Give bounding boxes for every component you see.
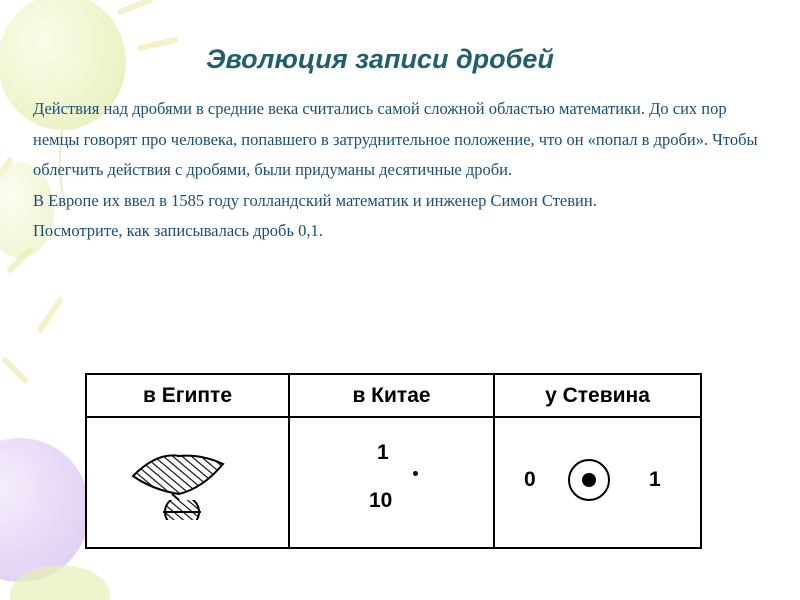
header-china: в Китае	[352, 384, 431, 407]
stevin-integer-part: 0	[524, 468, 536, 491]
slide-title: Эволюция записи дробей	[206, 44, 554, 74]
header-egypt: в Египте	[142, 384, 233, 407]
china-numerator: 1	[377, 441, 389, 464]
china-dot-icon	[413, 471, 418, 476]
paragraph-prompt: Посмотрите, как записывалась дробь 0,1.	[33, 221, 323, 240]
fraction-notation-table	[85, 373, 702, 549]
paragraph-intro: Действия над дробями в средние века считались самой сложной областью математики. До сих пор немцы говорят про человека, попавшего в затруднительное положение, что он «попал в дроби». Чтобы облегчить действия с дробями, были придуманы десятичные дроби.	[33, 99, 758, 179]
header-stevin: у Стевина	[545, 384, 650, 407]
china-denominator: 10	[369, 489, 393, 512]
table-header-divider	[87, 416, 700, 418]
stevin-fraction-part: 1	[649, 468, 661, 491]
stevin-circled-zero-icon	[568, 459, 610, 501]
paragraph-stevin: В Европе их ввел в 1585 году голландский математик и инженер Симон Стевин.	[33, 190, 597, 210]
slide-body	[33, 94, 763, 247]
egyptian-ro-hieroglyph-icon	[127, 450, 227, 520]
